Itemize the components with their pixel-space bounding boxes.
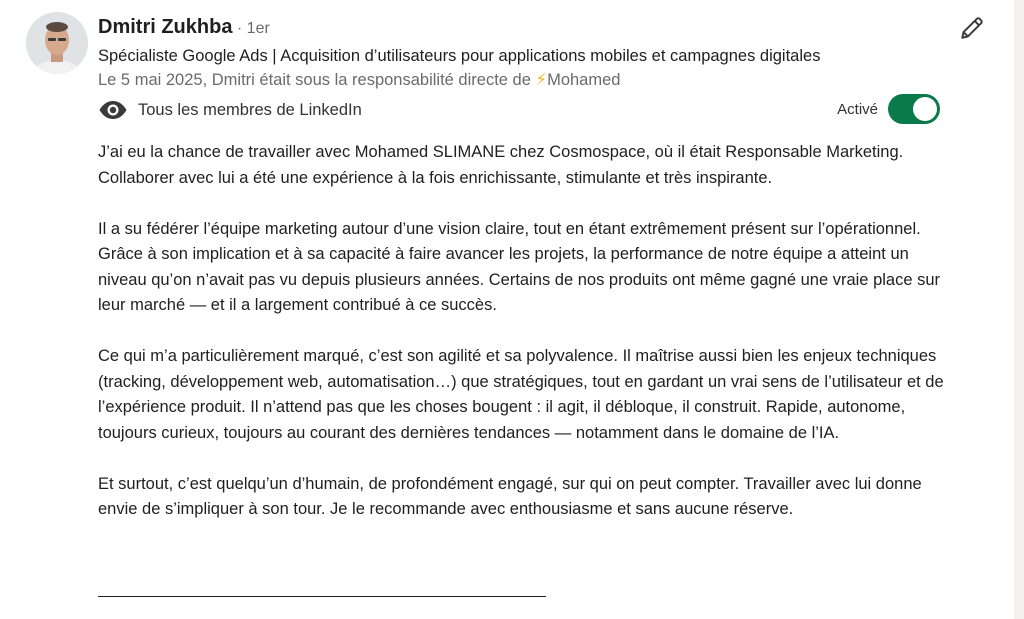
visibility-row	[98, 98, 362, 122]
profile-photo	[26, 12, 88, 74]
relation-name: Mohamed	[547, 71, 621, 89]
toggle-label: Activé	[837, 100, 878, 118]
connection-degree: 1er	[246, 20, 270, 37]
author-headline: Spécialiste Google Ads | Acquisition d’utilisateurs pour applications mobiles et campagnes digitales	[98, 47, 821, 65]
author-name[interactable]: Dmitri Zukhba	[98, 16, 233, 38]
visibility-label: Tous les membres de LinkedIn	[138, 100, 362, 119]
toggle-knob	[913, 97, 937, 121]
author-header	[98, 14, 958, 92]
relation-line	[98, 68, 958, 92]
recommendation-paragraph: J’ai eu la chance de travailler avec Mohamed SLIMANE chez Cosmospace, où il était Responsable Marketing. Collaborer avec lui a été une expérience à la fois enrichissante, stimulante et très inspirante.	[98, 143, 904, 187]
name-line	[98, 14, 958, 42]
pencil-icon	[959, 15, 985, 41]
page-background-strip	[1014, 0, 1024, 619]
bolt-icon: ⚡	[535, 71, 548, 89]
edit-button[interactable]	[958, 14, 986, 42]
visibility-toggle[interactable]	[888, 94, 940, 124]
degree-separator: ·	[232, 20, 247, 37]
eye-icon	[98, 99, 128, 121]
visibility-toggle-row	[837, 94, 940, 124]
recommendation-paragraph: Ce qui m’a particulièrement marqué, c’est son agilité et sa polyvalence. Il maîtrise aussi bien les enjeux techniques (tracking, développement web, automatisation…) que stratégiques, tout en gardant un vrai sens de l’utilisateur et de l’expérience produit. Il n’attend pas que les choses bougent : il agit, il débloque, il construit. Rapide, autonome, toujours curieux, toujours au courant des dernières tendances — notamment dans le domaine de l’IA.	[98, 347, 944, 442]
recommendation-paragraph: Il a su fédérer l’équipe marketing autour d’une vision claire, tout en étant extrêmement présent sur l’opérationnel. Grâce à son implication et à sa capacité à faire avancer les projets, la performance de notre équipe a atteint un niveau qu’on n’avait pas vu depuis plusieurs années. Certains de nos produits ont même gagné une vraie place sur leur marché — et il a largement contribué à ce succès.	[98, 219, 941, 314]
recommendation-paragraph: Et surtout, c’est quelqu’un d’humain, de profondément engagé, sur qui on peut compter. Travailler avec lui donne envie de s’impliquer à son tour. Je le recommande avec enthousiasme et sans aucune réserve.	[98, 474, 922, 518]
relation-text: Le 5 mai 2025, Dmitri était sous la responsabilité directe de	[98, 71, 536, 89]
divider-line	[98, 596, 546, 597]
recommendation-text	[98, 140, 958, 548]
avatar[interactable]	[26, 12, 88, 74]
